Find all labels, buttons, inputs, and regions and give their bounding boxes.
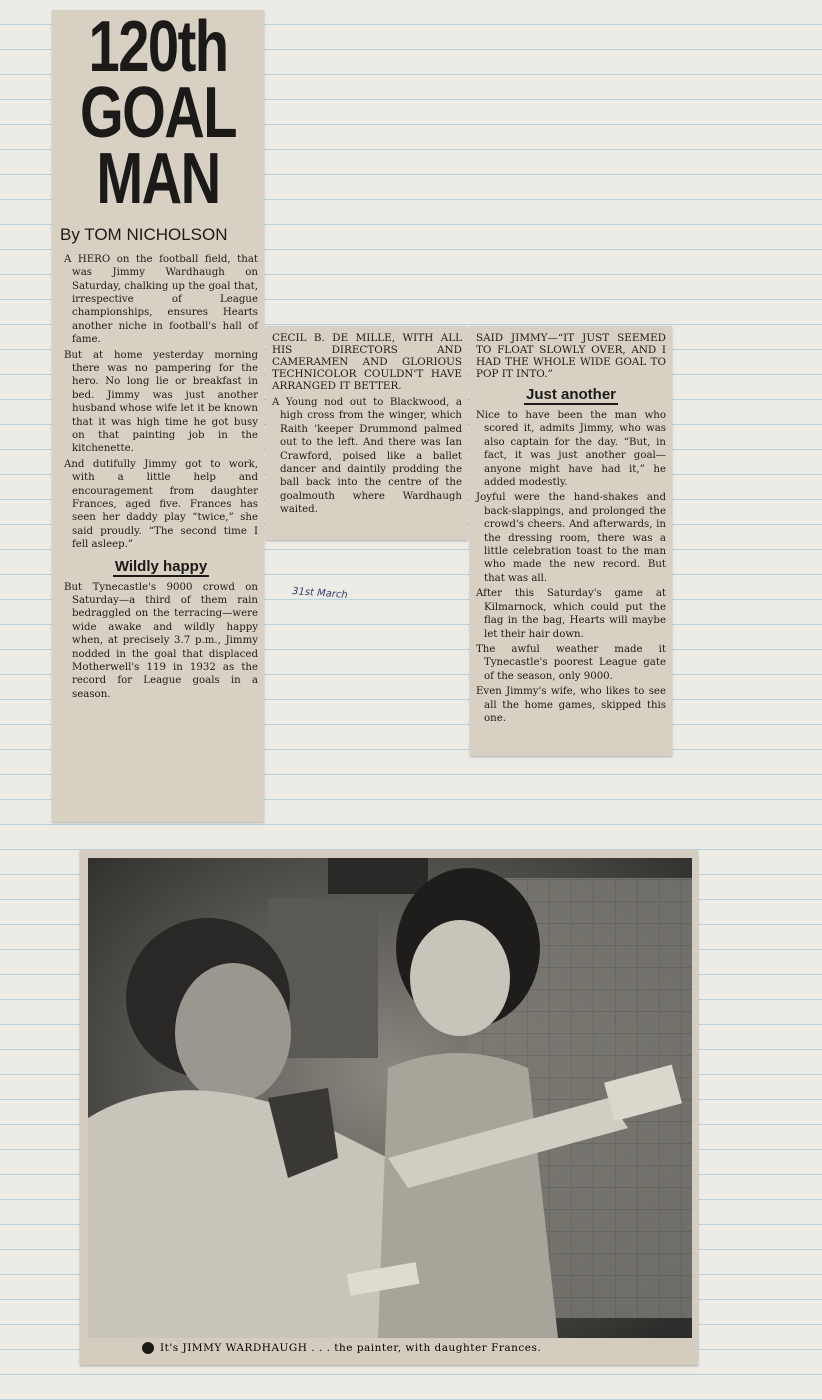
column-3-caps-text: SAID JIMMY—“IT JUST SEEMED TO FLOAT SLOWLY OVER, AND I HAD THE WHOLE WIDE GOAL TO POP IT INTO.” (476, 332, 666, 380)
column-3-paragraph: Even Jimmy's wife, who likes to see all the home games, skipped this one. (476, 686, 666, 724)
column-3-paragraph: After this Saturday's game at Kilmarnock, which could put the flag in the bag, Hearts will maybe let their hair down. (476, 588, 666, 640)
headline-line-3: MAN (96, 139, 220, 220)
column-1-text (52, 253, 264, 702)
byline: By TOM NICHOLSON (60, 224, 228, 244)
photo-clipping (80, 850, 698, 1365)
clipping-headline-column (52, 10, 264, 822)
column-1-paragraph: And dutifully Jimmy got to work, with a little help and encouragement from daughter Frances, aged five. Frances has seen her daddy play “twice,” she said proudly. “The second time I fell asleep.” (64, 458, 258, 551)
column-1-paragraph: But at home yesterday morning there was no pampering for the hero. No long lie or breakfast in bed. Jimmy was just another husband whose wife let it be known that it was high time he got busy on that painting job in the kitchenette. (64, 349, 258, 455)
headline (75, 10, 240, 220)
headline-line-2: GOAL (80, 73, 236, 154)
clipping-column-3 (470, 326, 672, 756)
newspaper-photo (88, 858, 692, 1338)
column-1-paragraph: But Tynecastle's 9000 crowd on Saturday—a third of them rain bedraggled on the terracing—were wide awake and wildly happy when, at precisely 3.7 p.m., Jimmy nodded in the goal that displaced Motherwell's 119 in 1932 as the record for League goals in a season. (64, 581, 258, 700)
column-2-caps-text: CECIL B. DE MILLE, WITH ALL HIS DIRECTORS AND CAMERAMEN AND GLORIOUS TECHNICOLOR COULDN'T HAVE ARRANGED IT BETTER. (272, 332, 462, 392)
bullet-icon (142, 1342, 154, 1354)
column-3-caps (476, 332, 666, 380)
column-3-paragraph: Joyful were the hand-shakes and back-slappings, and prolonged the crowd's cheers. And afterwards, in the dressing room, there was a little celebration toast to the man who made the new record. But that was all. (476, 492, 666, 584)
clipping-column-2 (266, 326, 468, 540)
column-2-paragraph: A Young nod out to Blackwood, a high cross from the winger, which Raith 'keeper Drummond palmed out to the left. And there was Ian Crawford, poised like a ballet dancer and daintily prodding the ball back into the centre of the goalmouth where Wardhaugh waited. (272, 397, 462, 516)
subhead-wildly-happy: Wildly happy (114, 557, 208, 575)
column-3-paragraph: The awful weather made it Tynecastle's poorest League gate of the season, only 9000. (476, 643, 666, 682)
photo-caption: It's JIMMY WARDHAUGH . . . the painter, with daughter Frances. (160, 1342, 680, 1354)
column-3-paragraph: Nice to have been the man who scored it, admits Jimmy, who was also captain for the day. “But, in fact, it was just another goal—anyone might have had it,” he added modestly. (476, 410, 666, 489)
headline-line-1: 120th (88, 10, 228, 87)
subhead-just-another: Just another (525, 386, 616, 403)
column-1-paragraph: A HERO on the football field, that was Jimmy Wardhaugh on Saturday, chalking up the goal that, irrespective of League championships, ensures Hearts another niche in football's hall of fame. (64, 253, 258, 346)
column-2-caps (272, 332, 462, 392)
handwritten-date-note: 31st March (291, 586, 349, 601)
